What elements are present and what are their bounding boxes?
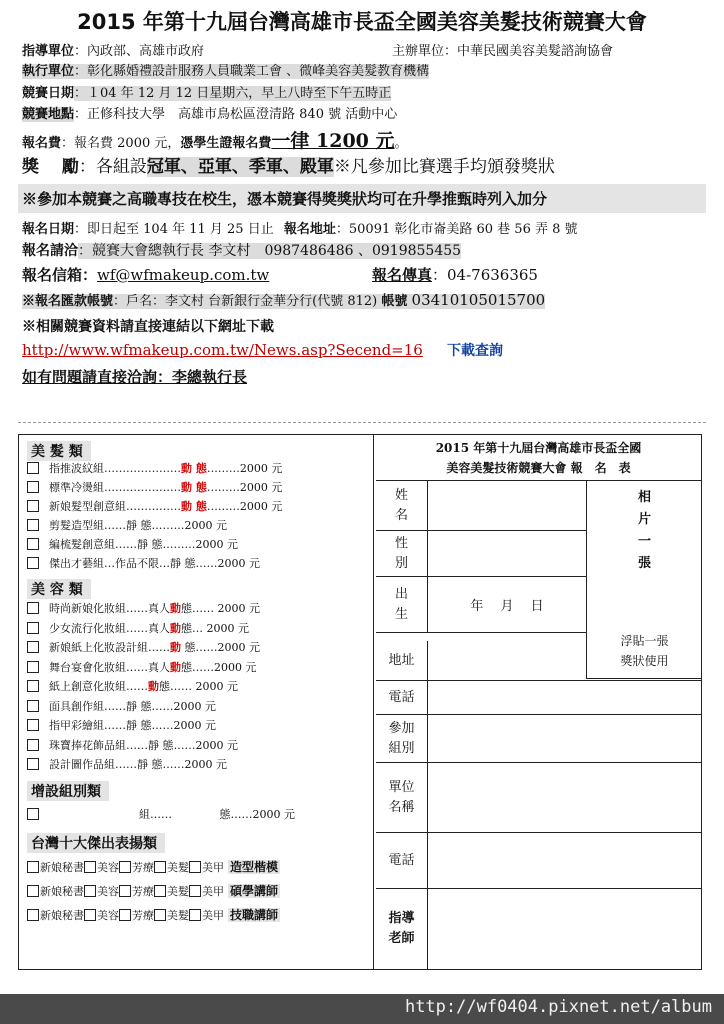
award-label: 獎 勵 (22, 157, 79, 177)
item-text-c: ………2000 元 (206, 462, 283, 475)
email-value: wf@wfmakeup.com.tw (97, 266, 270, 284)
fee-label: 報名費 (22, 136, 62, 151)
guide-value: ：內政部、高雄市政府 (74, 44, 205, 59)
fee-end: 。 (394, 136, 408, 151)
item-text-b: 動 (170, 602, 181, 615)
registration-form (18, 434, 702, 970)
account-line (22, 290, 545, 309)
question-text: 如有問題請直接洽詢：李總執行長 (22, 368, 248, 386)
birth-row[interactable] (376, 577, 586, 633)
fee-line (22, 126, 408, 153)
reg-addr-value: ：50091 彰化市崙美路 60 巷 56 弄 8 號 (335, 222, 578, 237)
honor-option: 美容 (97, 885, 119, 898)
birth-fields: 年 月 日 (470, 599, 544, 614)
category-item[interactable] (27, 537, 238, 553)
venue-value: ：正修科技大學 高雄市鳥松區澄清路 840 號 活動中心 (74, 107, 398, 122)
checkbox[interactable] (27, 758, 39, 770)
award-ranks: 冠軍、亞軍、季軍、殿軍 (146, 157, 334, 177)
item-text-a: 面具創作組……靜 態……2000 元 (49, 699, 216, 713)
footer-url: http://wf0404.pixnet.net/album (404, 997, 712, 1017)
host-value: 中華民國美容美髮諮詢協會 (457, 44, 614, 59)
item-text-b: 動 態 (181, 500, 207, 513)
name-row[interactable] (376, 481, 586, 531)
category-item[interactable] (27, 556, 260, 572)
category-item[interactable] (27, 621, 249, 637)
form-heading (376, 435, 701, 481)
item-text-c: 態…… 2000 元 (159, 680, 238, 693)
honor-option: 美甲 (202, 885, 224, 898)
item-text-a: 編梳髮創意組……靜 態………2000 元 (49, 538, 238, 551)
category-item[interactable] (27, 461, 282, 477)
category-item[interactable] (27, 518, 227, 534)
honor-option: 新娘秘書 (40, 885, 84, 898)
exec-value: ：彰化縣婚禮設計服務人員職業工會 、微峰美容美髮教育機構 (74, 64, 430, 79)
checkbox[interactable] (27, 622, 39, 634)
photo-note: 浮貼一張 獎狀使用 (620, 634, 669, 668)
honor-row[interactable] (27, 883, 280, 899)
honor-tag: 造型楷模 (230, 860, 279, 874)
group-row[interactable] (376, 715, 701, 763)
honor-option: 美髮 (167, 909, 189, 922)
fee-special: 一律 1200 元 (271, 130, 395, 152)
form-heading-line2: 美容美髮技術競賽大會 報 名 表 (446, 461, 631, 475)
checkbox[interactable] (27, 500, 39, 512)
checkbox[interactable] (154, 861, 166, 873)
applicant-panel (376, 435, 701, 969)
date-value: ：１04 年 12 月 12 日星期六，早上八時至下午五時正 (74, 86, 392, 101)
reg-date-line (22, 218, 578, 237)
award-line (22, 152, 555, 177)
category-item[interactable] (27, 480, 282, 496)
checkbox[interactable] (27, 739, 39, 751)
checkbox[interactable] (27, 719, 39, 731)
checkbox[interactable] (27, 557, 39, 569)
item-text-c: 態…… 2000 元 (181, 602, 260, 615)
item-text-b: 動 態 (181, 481, 207, 494)
category-panel (19, 435, 374, 969)
reg-date-label: 報名日期 (22, 222, 75, 237)
honor-option: 芳療 (132, 909, 154, 922)
item-text-b: 動 (170, 621, 181, 635)
honor-row[interactable] (27, 907, 280, 923)
page-title: 2015 年第十九屆台灣高雄市長盃全國美容美髮技術競賽大會 (77, 10, 647, 34)
gender-row[interactable] (376, 531, 586, 577)
item-text-c: ………2000 元 (206, 500, 283, 513)
birth-label: 出 生 (376, 577, 428, 632)
checkbox[interactable] (27, 808, 39, 820)
category-item[interactable] (27, 757, 227, 773)
download-query-link[interactable]: 下載查詢 (446, 343, 503, 359)
fee-student: 憑學生證報名費 (180, 136, 272, 151)
checkbox[interactable] (154, 885, 166, 897)
form-heading-line1: 2015 年第十九屆台灣高雄市長盃全國 (435, 441, 642, 455)
checkbox[interactable] (189, 861, 201, 873)
honor-option: 美容 (97, 861, 119, 874)
checkbox[interactable] (119, 885, 131, 897)
contact-label: 報名請洽 (22, 243, 78, 259)
award-suffix: ※凡參加比賽選手均頒發獎狀 (333, 157, 555, 177)
phone2-row[interactable] (376, 833, 701, 889)
email-label: 報名信箱： (22, 266, 98, 284)
date-label: 競賽日期 (22, 86, 75, 101)
item-text-b: 動 (148, 680, 159, 693)
group-label: 參加 組別 (376, 715, 428, 762)
phone-label: 電話 (376, 681, 428, 714)
checkbox[interactable] (84, 861, 96, 873)
address-row[interactable] (376, 641, 701, 681)
unit-row[interactable] (376, 763, 701, 833)
item-text-a: 新娘髮型創意組…………… (49, 500, 181, 513)
checkbox[interactable] (27, 661, 39, 673)
item-text-c: 態……2000 元 (181, 660, 257, 674)
honor-option: 新娘秘書 (40, 909, 84, 922)
divider (18, 422, 706, 423)
venue-line (22, 103, 397, 122)
checkbox[interactable] (27, 861, 39, 873)
honor-option: 美甲 (202, 909, 224, 922)
category-item[interactable] (27, 738, 238, 754)
item-text-a: 指甲彩繪組……靜 態……2000 元 (49, 719, 216, 732)
address-label: 地址 (376, 641, 428, 680)
reg-addr-label: 報名地址 (283, 222, 336, 237)
item-text-b: 動 (170, 641, 181, 654)
checkbox[interactable] (27, 885, 39, 897)
account-label: ※報名匯款帳號 (22, 294, 114, 309)
category-item[interactable] (27, 640, 260, 656)
category-item[interactable] (27, 660, 257, 676)
extra-category-title: 增設組別類 (27, 781, 109, 801)
phone2-label: 電話 (376, 833, 428, 888)
teacher-row[interactable] (376, 889, 701, 969)
guide-label: 指導單位 (22, 44, 75, 59)
notice-banner: ※參加本競賽之高職專技在校生，憑本競賽得獎獎狀均可在升學推甄時列入加分 (18, 184, 706, 213)
honor-option: 美容 (97, 909, 119, 922)
honor-option: 新娘秘書 (40, 861, 84, 874)
fax-label: 報名傳真 (372, 266, 433, 284)
checkbox[interactable] (119, 909, 131, 921)
category-item[interactable] (27, 601, 260, 617)
question-line (22, 366, 247, 387)
venue-label: 競賽地點 (22, 107, 75, 122)
gender-label: 性 別 (376, 531, 428, 576)
item-text-a: 傑出才藝組…作品不限…靜 態……2000 元 (49, 557, 260, 570)
award-prefix: ：各組設 (78, 157, 147, 177)
item-text-a: 指推波紋組………………… (49, 462, 181, 475)
honor-option: 芳療 (132, 885, 154, 898)
checkbox[interactable] (154, 909, 166, 921)
honor-tag: 技職講師 (230, 908, 279, 922)
checkbox[interactable] (27, 909, 39, 921)
checkbox[interactable] (84, 909, 96, 921)
name-label: 姓 名 (376, 481, 428, 530)
checkbox[interactable] (27, 519, 39, 531)
item-text-a: 珠寶捧花飾品組……靜 態……2000 元 (49, 738, 238, 752)
extra-item[interactable] (27, 807, 295, 823)
footer-bar (0, 994, 724, 1024)
fax-value: ：04-7636365 (432, 266, 538, 284)
item-text-c: 態… 2000 元 (181, 621, 249, 635)
item-text-c: ………2000 元 (206, 481, 283, 494)
contact-line (22, 240, 461, 260)
extra-item-text: 組…… 態……2000 元 (139, 808, 295, 821)
guide-line (22, 40, 614, 59)
item-text-a: 少女流行化妝組……真人 (49, 621, 170, 635)
checkbox[interactable] (84, 885, 96, 897)
honor-tag: 碩學講師 (230, 884, 279, 898)
honor-row[interactable] (27, 859, 280, 875)
item-text-a: 新娘紙上化妝設計組…… (49, 641, 170, 654)
item-text-a: 舞台宴會化妝組……真人 (49, 660, 170, 674)
email-line (22, 264, 538, 285)
account-mid: ：戶名：李文村 台新銀行金華分行(代號 812) (113, 294, 378, 309)
reg-date-value: ：即日起至 104 年 11 月 25 日止 (74, 222, 274, 237)
category-item[interactable] (27, 499, 282, 515)
url-line (22, 340, 503, 360)
download-url-link[interactable]: http://www.wfmakeup.com.tw/News.asp?Secend=16 (22, 341, 423, 359)
checkbox[interactable] (189, 909, 201, 921)
account-no: 03410105015700 (411, 291, 546, 309)
item-text-a: 剪髮造型組……靜 態………2000 元 (49, 519, 227, 532)
item-text-c: 態……2000 元 (181, 641, 260, 654)
item-text-a: 紙上創意化妝組…… (49, 680, 148, 693)
checkbox[interactable] (27, 481, 39, 493)
account-no-label: 帳號 (381, 294, 408, 309)
exec-line (22, 60, 429, 79)
item-text-b: 動 態 (181, 462, 207, 475)
checkbox[interactable] (27, 462, 39, 474)
item-text-a: 設計圖作品組……靜 態……2000 元 (49, 758, 227, 771)
category-item[interactable] (27, 718, 216, 734)
item-text-a: 時尚新娘化妝組……真人 (49, 602, 170, 615)
honor-category-title: 台灣十大傑出表揚類 (27, 833, 165, 853)
checkbox[interactable] (27, 700, 39, 712)
hair-category-title: 美 髮 類 (27, 441, 91, 461)
photo-label: 相 片 一 張 (637, 490, 651, 571)
contact-value: ：競賽大會總執行長 李文村 0987486486 、0919855455 (78, 243, 462, 259)
exec-label: 執行單位 (22, 64, 75, 79)
item-text-b: 動 (170, 660, 181, 674)
download-note: ※相關競賽資料請直接連結以下網址下載 (22, 319, 274, 335)
host-label: 主辦單位： (392, 44, 458, 59)
category-item[interactable] (27, 679, 238, 695)
unit-label: 單位 名稱 (376, 763, 428, 832)
fee-value: ：報名費 2000 元， (61, 136, 181, 151)
honor-option: 美髮 (167, 861, 189, 874)
item-text-a: 標準冷燙組………………… (49, 481, 181, 494)
beauty-category-title: 美 容 類 (27, 579, 91, 599)
category-item[interactable] (27, 699, 216, 715)
checkbox[interactable] (27, 680, 39, 692)
checkbox[interactable] (27, 602, 39, 614)
checkbox[interactable] (27, 641, 39, 653)
checkbox[interactable] (27, 538, 39, 550)
honor-option: 美甲 (202, 861, 224, 874)
honor-option: 美髮 (167, 885, 189, 898)
date-line (22, 82, 391, 101)
checkbox[interactable] (189, 885, 201, 897)
honor-option: 芳療 (132, 861, 154, 874)
checkbox[interactable] (119, 861, 131, 873)
phone-row[interactable] (376, 681, 701, 715)
teacher-label: 指導 老師 (376, 889, 428, 969)
